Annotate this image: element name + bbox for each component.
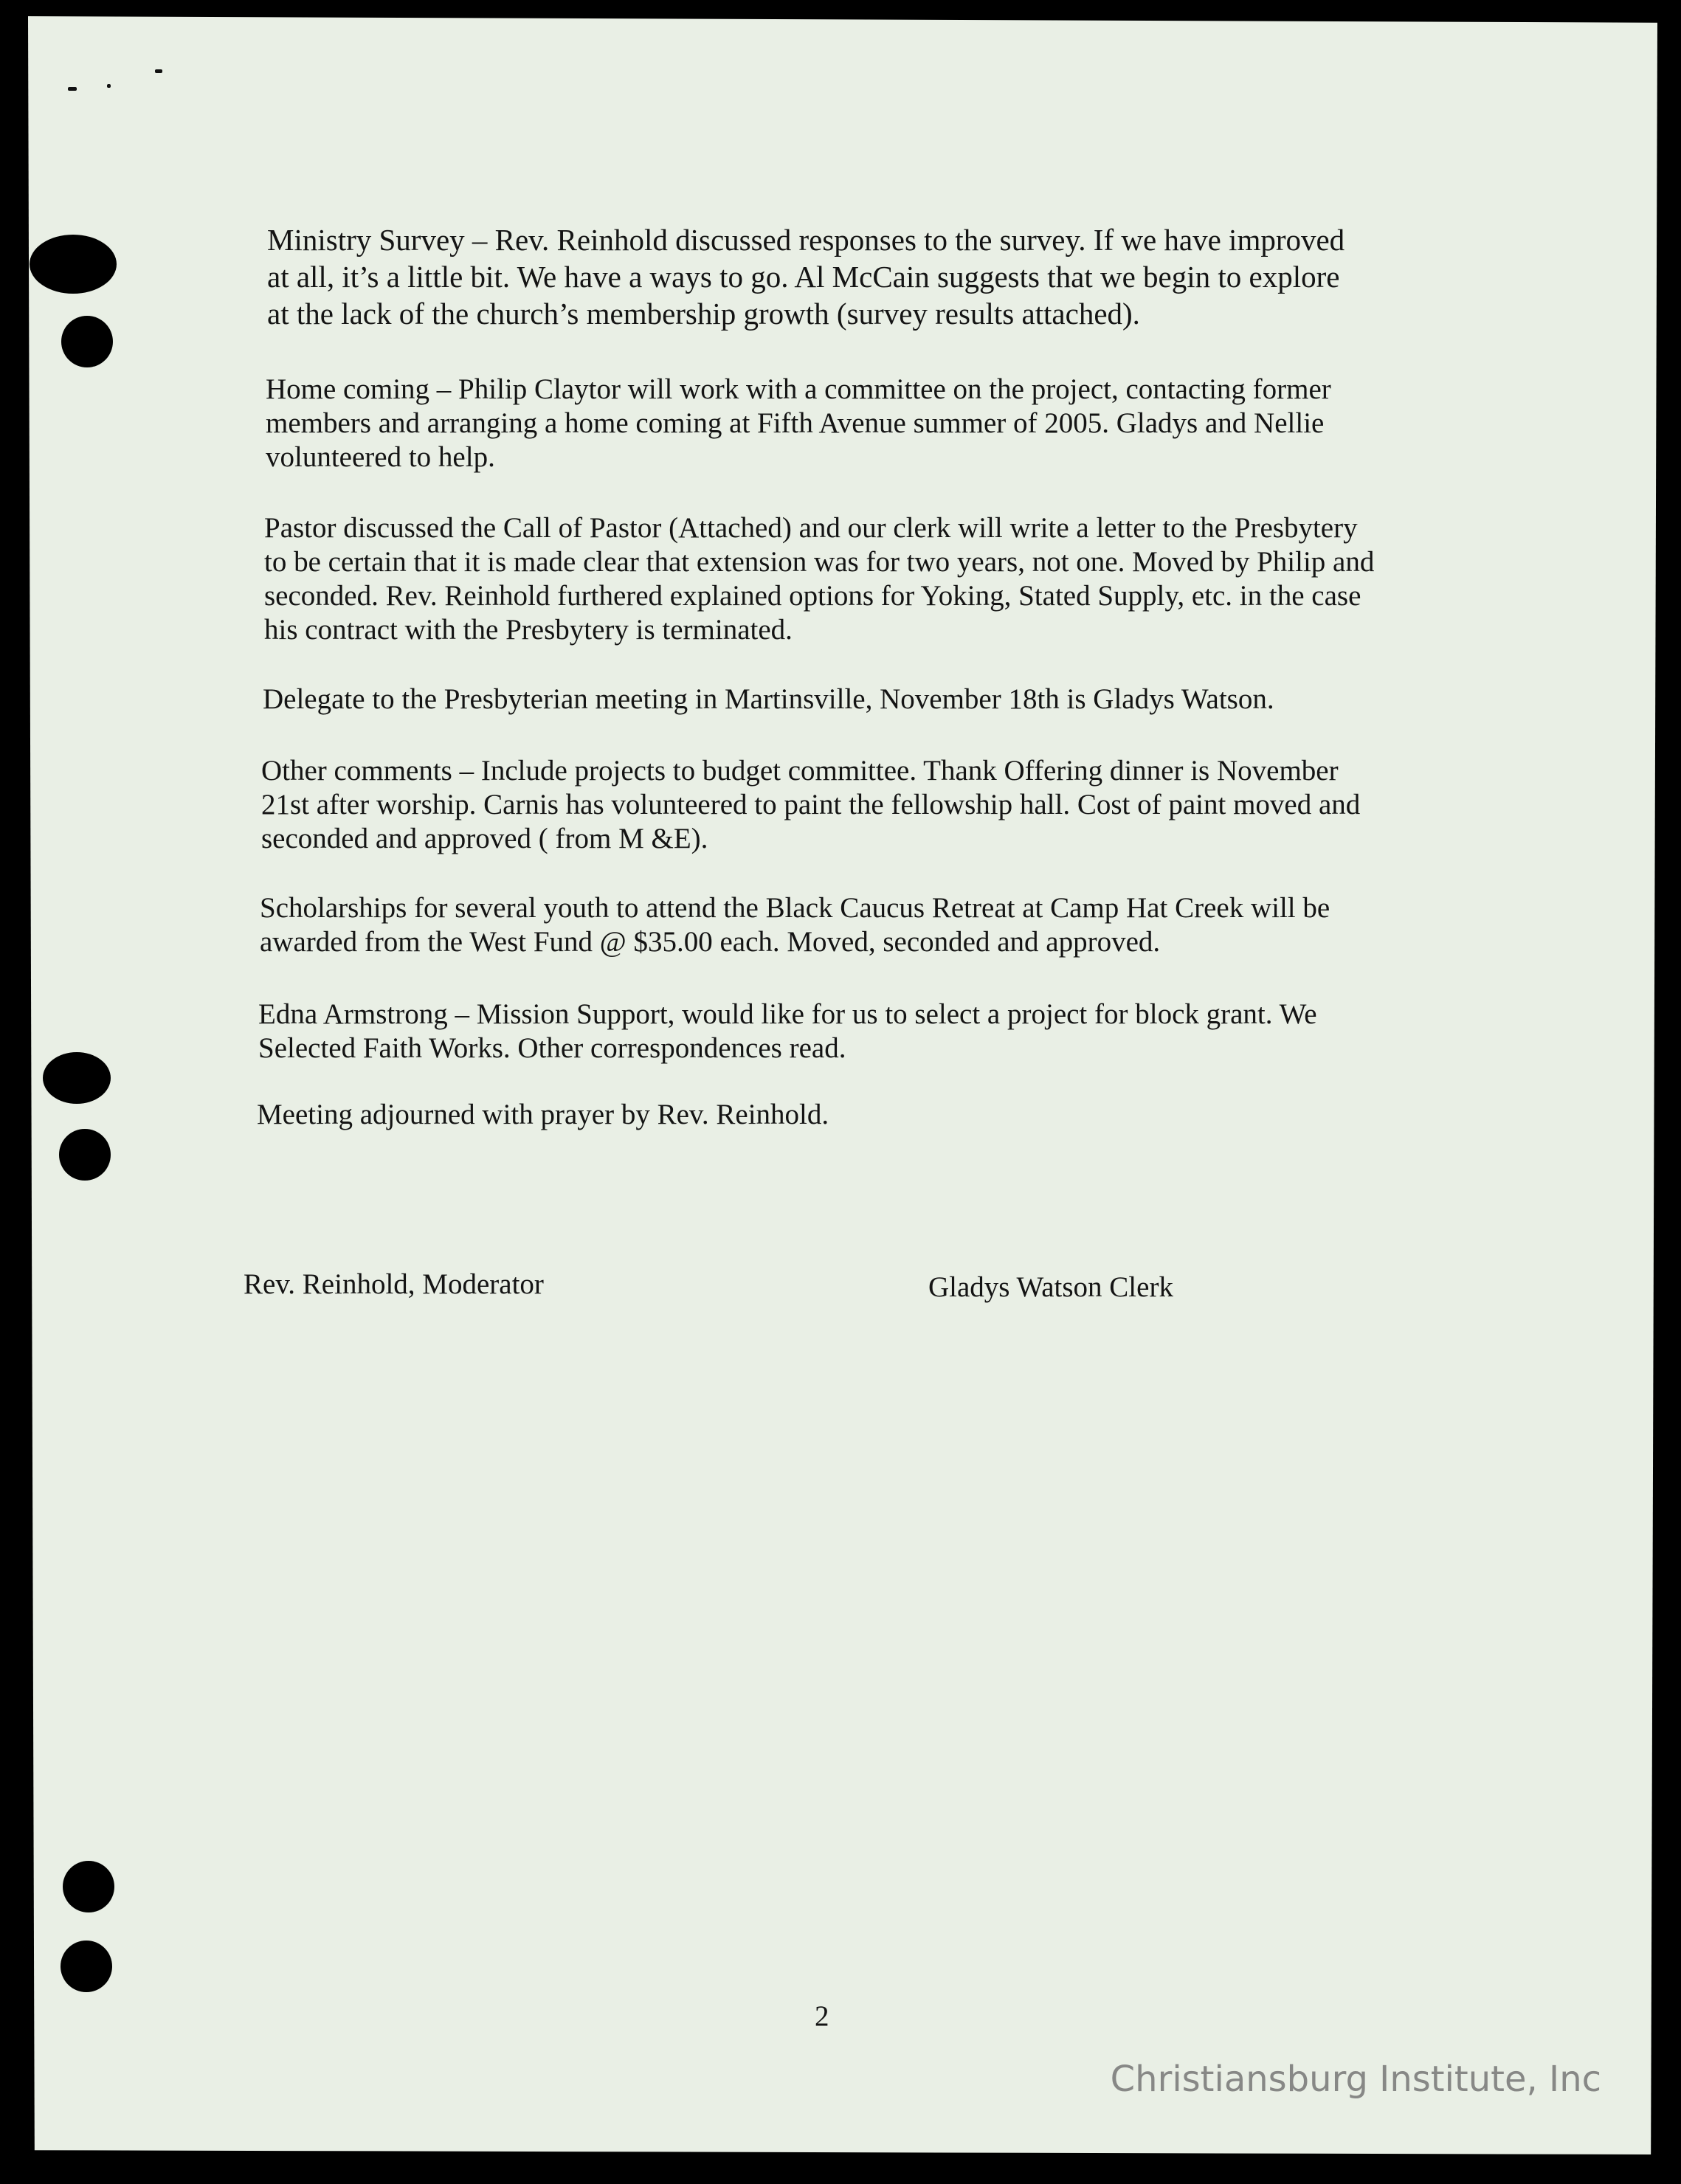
text-line: Other comments – Include projects to budget committee. Thank Offering dinner is November bbox=[261, 755, 1339, 787]
watermark: Christiansburg Institute, Inc bbox=[1110, 2059, 1601, 2100]
text-line: Scholarships for several youth to attend the Black Caucus Retreat at Camp Hat Creek will be bbox=[260, 892, 1330, 924]
clerk-signature: Gladys Watson Clerk bbox=[928, 1271, 1173, 1303]
text-line: volunteered to help. bbox=[266, 441, 495, 473]
text-line: at the lack of the church’s membership growth (survey results attached). bbox=[267, 297, 1140, 331]
text-line: Home coming – Philip Claytor will work with a committee on the project, contacting former bbox=[266, 373, 1331, 405]
text-line: Ministry Survey – Rev. Reinhold discussed responses to the survey. If we have improved bbox=[267, 223, 1345, 257]
text-line: Pastor discussed the Call of Pastor (Attached) and our clerk will write a letter to the Presbytery bbox=[264, 512, 1358, 544]
paragraph-edna-armstrong bbox=[258, 998, 1317, 1065]
paragraph-home-coming bbox=[266, 373, 1331, 474]
text-line: awarded from the West Fund @ $35.00 each. Moved, seconded and approved. bbox=[260, 926, 1161, 958]
text-line: seconded. Rev. Reinhold furthered explained options for Yoking, Stated Supply, etc. in the case bbox=[264, 580, 1361, 612]
page-number: 2 bbox=[815, 2000, 829, 2032]
text-line: to be certain that it is made clear that extension was for two years, not one. Moved by Philip and bbox=[264, 546, 1375, 578]
text-line: at all, it’s a little bit. We have a ways to go. Al McCain suggests that we begin to explore bbox=[267, 260, 1340, 294]
text-line: Selected Faith Works. Other correspondences read. bbox=[258, 1032, 846, 1064]
text-line: seconded and approved ( from M &E). bbox=[261, 823, 708, 854]
punch-hole bbox=[43, 1052, 111, 1104]
punch-hole bbox=[61, 316, 113, 367]
paragraph-ministry-survey bbox=[267, 221, 1345, 332]
paragraph-other-comments bbox=[261, 754, 1360, 856]
document-page bbox=[28, 16, 1657, 2154]
paragraph-adjourned bbox=[257, 1098, 829, 1132]
paragraph-delegate bbox=[263, 682, 1274, 716]
paragraph-call-of-pastor bbox=[264, 511, 1374, 647]
moderator-signature: Rev. Reinhold, Moderator bbox=[244, 1268, 544, 1300]
text-line: his contract with the Presbytery is terminated. bbox=[264, 614, 793, 646]
text-line: Meeting adjourned with prayer by Rev. Reinhold. bbox=[257, 1099, 829, 1130]
punch-hole bbox=[63, 1861, 114, 1912]
text-line: 21st after worship. Carnis has volunteered to paint the fellowship hall. Cost of paint moved and bbox=[261, 789, 1361, 820]
text-line: Edna Armstrong – Mission Support, would like for us to select a project for block grant. We bbox=[258, 998, 1317, 1030]
punch-hole bbox=[30, 235, 117, 294]
paper-speck bbox=[107, 84, 111, 88]
punch-hole bbox=[59, 1129, 111, 1181]
paper-speck bbox=[155, 69, 162, 73]
punch-hole bbox=[61, 1941, 112, 1992]
text-line: Delegate to the Presbyterian meeting in Martinsville, November 18th is Gladys Watson. bbox=[263, 683, 1274, 715]
text-line: members and arranging a home coming at Fifth Avenue summer of 2005. Gladys and Nellie bbox=[266, 407, 1325, 439]
paper-speck bbox=[68, 87, 77, 91]
paragraph-scholarships bbox=[260, 891, 1330, 959]
